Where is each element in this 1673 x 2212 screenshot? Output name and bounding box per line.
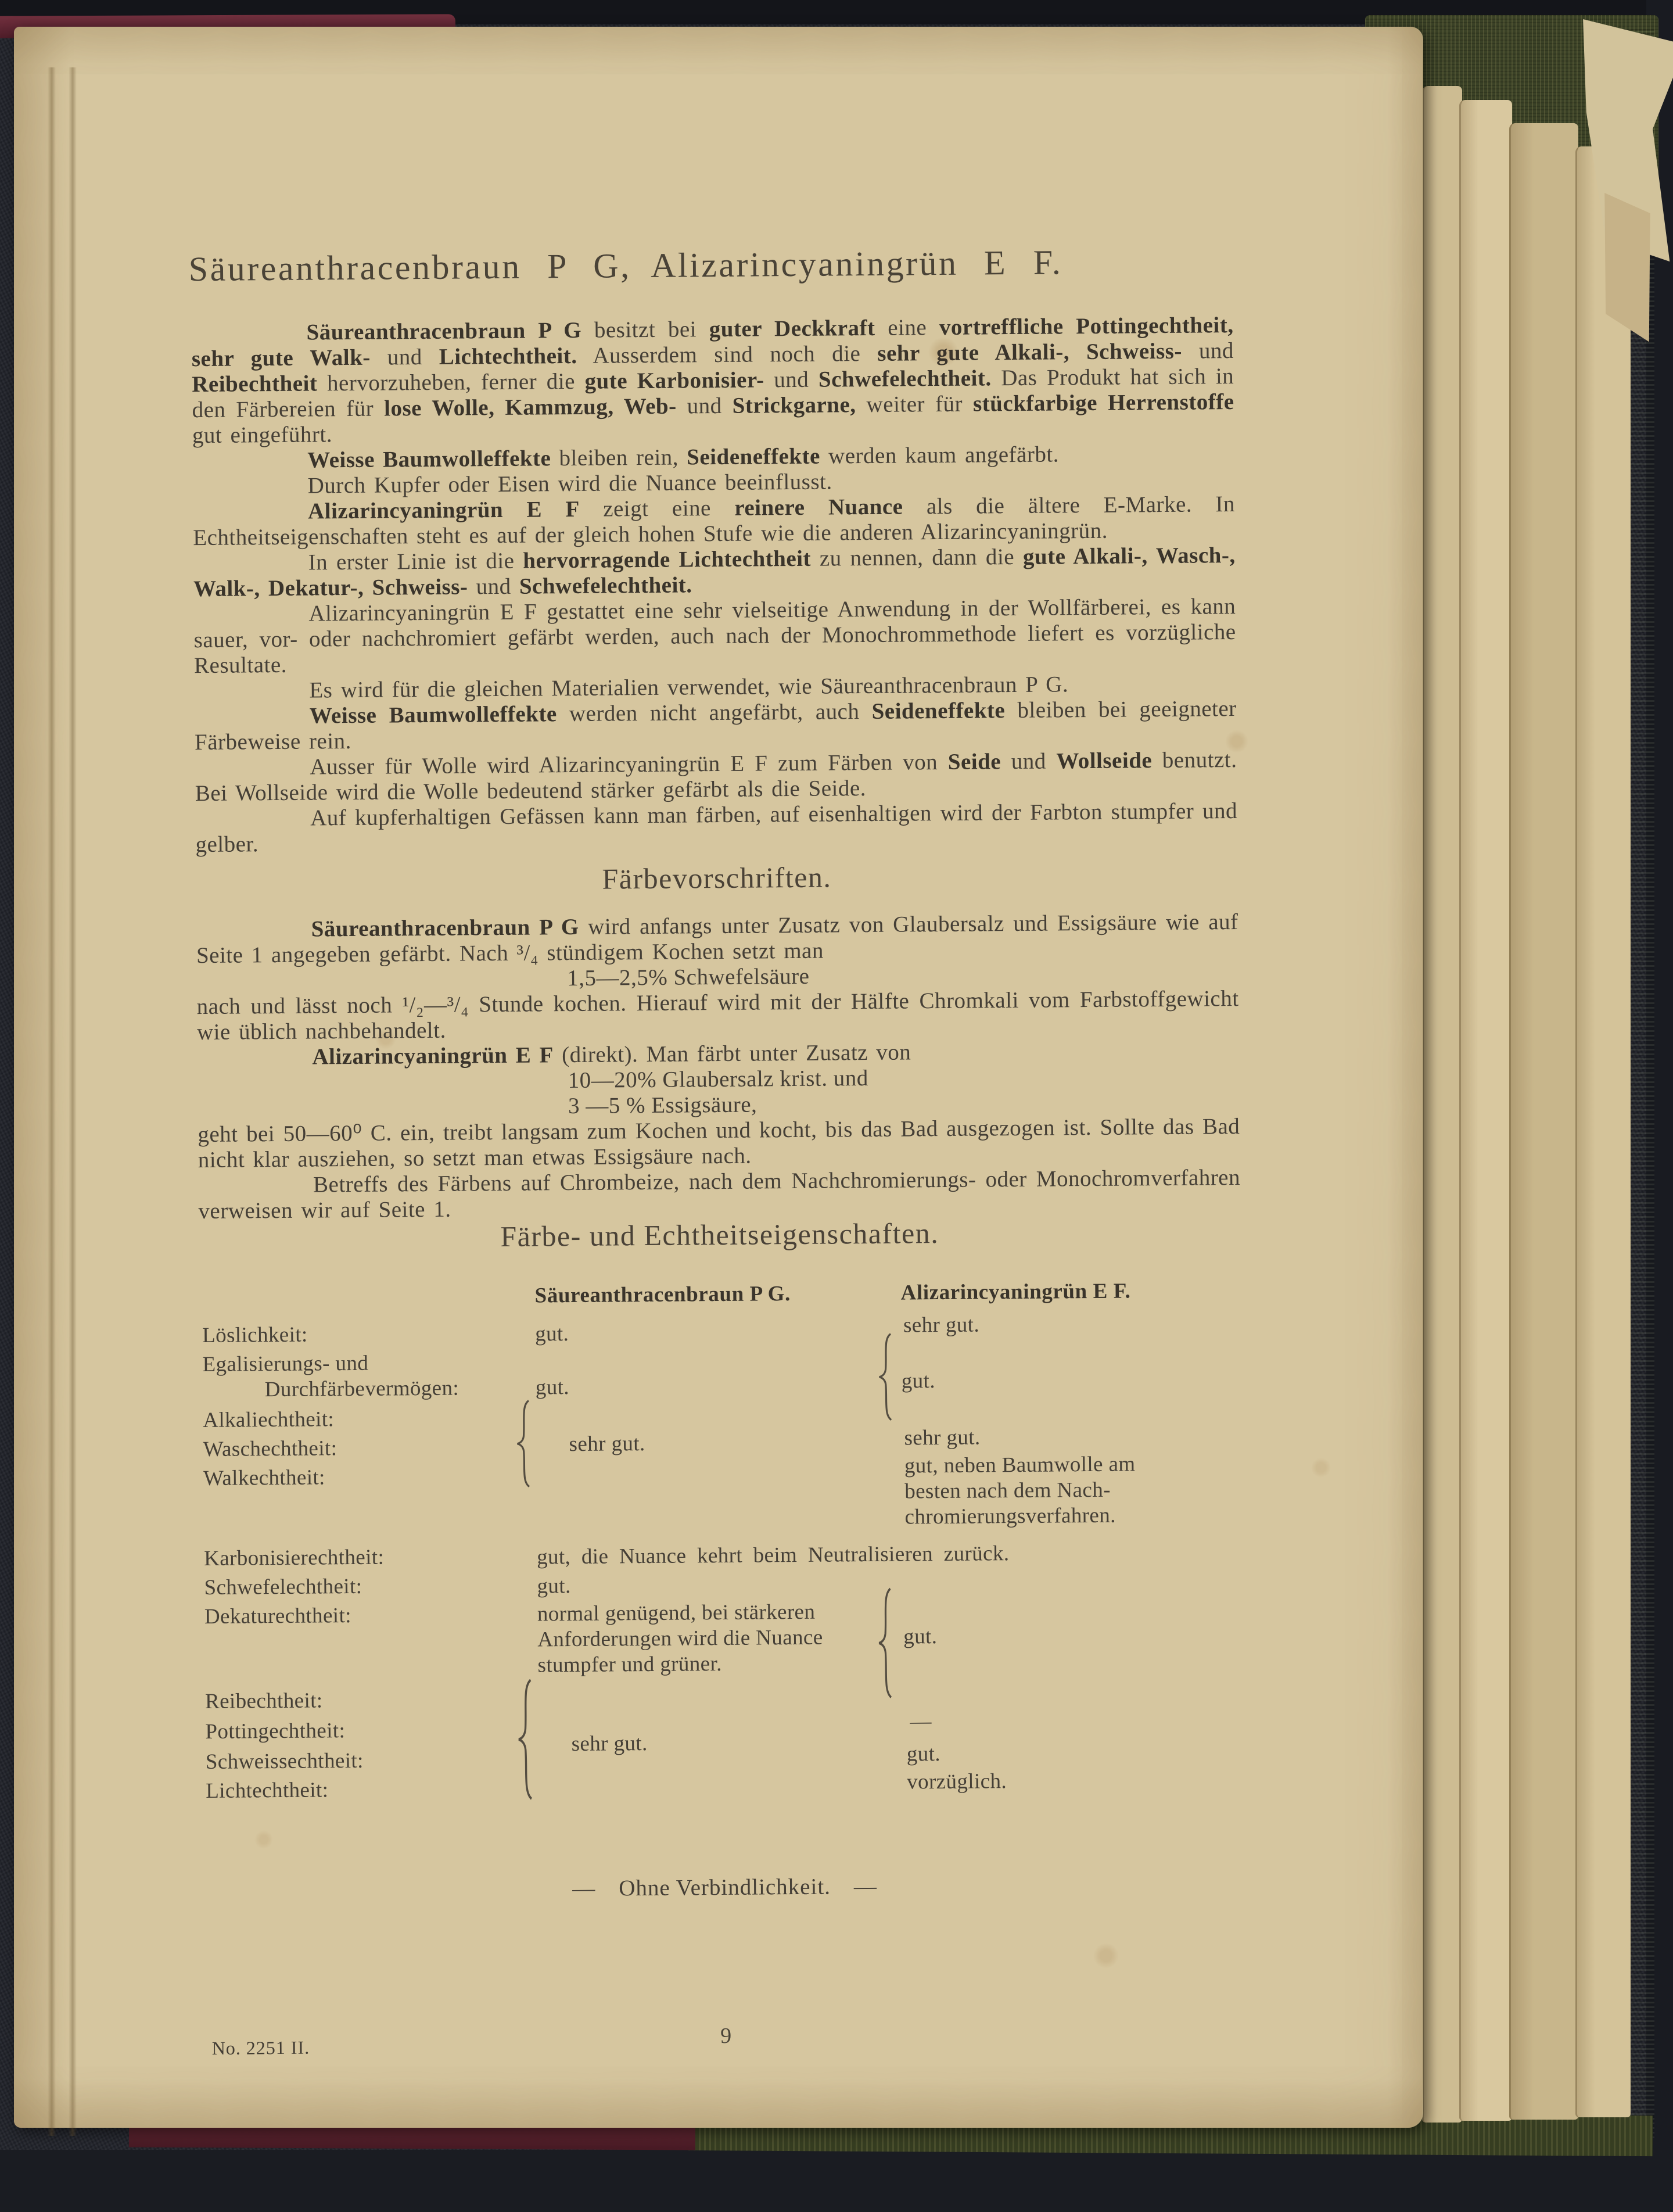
table-row-label: Pottingechtheit: xyxy=(205,1719,346,1744)
table-value: gut. xyxy=(903,1625,938,1649)
table-value: sehr gut. xyxy=(904,1425,981,1450)
paragraph: Alizarincyaningrün E F (direkt). Man färbt unter Zusatz von xyxy=(312,1039,911,1070)
table-row-label: Alkaliechtheit: xyxy=(203,1407,335,1433)
paragraph: Alizarincyaningrün E F gestattet eine sehr vielseitige Anwendung in der Wollfärberei, es kann sauer, vor- oder nachchromiert gefärbt werden, auch nach der Monochrommethode liefert es vorzügliche Resultate. xyxy=(193,594,1236,679)
table-value: gut. xyxy=(537,1574,571,1598)
table-row-label: Walkechtheit: xyxy=(203,1465,325,1491)
table-row-label: Reibechtheit: xyxy=(204,1688,323,1713)
table-value: sehr gut. xyxy=(571,1731,648,1756)
paragraph: Durch Kupfer oder Eisen wird die Nuance beeinflusst. xyxy=(307,469,832,499)
brace-icon xyxy=(512,1400,534,1488)
table-row-label: Schwefelechtheit: xyxy=(204,1574,362,1600)
brace-icon xyxy=(874,1587,896,1699)
paragraph: Säureanthracenbraun P G besitzt bei guter Deckkraft eine vortreffliche Pottingechtheit, sehr gute Walk- und Lichtechtheit. Ausserdem sind noch die sehr gute Alkali-, Schweiss- und Reibechtheit hervorzuheben, ferner die gute Karbonisier- und Schwefelechtheit. Das Produkt hat sich in den Färbereien für lose Wolle, Kammzug, Web- und Strickgarne, weiter für stückfarbige Herrenstoffe gut eingeführt. xyxy=(191,313,1234,449)
table-value: sehr gut. xyxy=(569,1432,645,1457)
paragraph: Säureanthracenbraun P G wird anfangs unter Zusatz von Glaubersalz und Essigsäure wie auf Seite 1 angegeben gefärbt. Nach ³/₄ stündigem Kochen setzt man xyxy=(196,909,1238,969)
paragraph: Es wird für die gleichen Materialien verwendet, wie Säureanthracenbraun P G. xyxy=(309,672,1069,703)
paragraph: geht bei 50—60⁰ C. ein, treibt langsam zum Kochen und kocht, bis das Bad ausgezogen ist. Sollte das Bad nicht klar ausziehen, so setzt man etwas Essigsäure nach. xyxy=(198,1113,1240,1173)
section-heading-faerbevorschriften: Färbevorschriften. xyxy=(602,861,832,895)
intro-text-block xyxy=(191,313,1237,858)
page-number: 9 xyxy=(720,2023,732,2049)
table-row-label: Karbonisierechtheit: xyxy=(203,1545,385,1571)
paragraph: Ausser für Wolle wird Alizarincyaningrün E F zum Färben von Seide und Wollseide benutzt. Bei Wollseide wird die Wolle bedeutend stärker gefärbt als die Seide. xyxy=(195,747,1237,806)
table-row-label: Waschechtheit: xyxy=(203,1436,338,1462)
document-number: No. 2251 II. xyxy=(211,2037,310,2059)
table-value: vorzüglich. xyxy=(907,1769,1007,1794)
page-title: Säureanthracenbraun P G, Alizarincyaningrün E F. xyxy=(188,243,1063,289)
paragraph: Auf kupferhaltigen Gefässen kann man färben, auf eisenhaltigen wird der Farbton stumpfer und gelber. xyxy=(195,798,1238,858)
section-heading-eigenschaften: Färbe- und Echtheitseigenschaften. xyxy=(500,1217,939,1253)
table-row-label: Egalisierungs- und xyxy=(202,1351,369,1377)
paragraph: Weisse Baumwolleffekte bleiben rein, Seideneffekte werden kaum angefärbt. xyxy=(307,442,1060,473)
table-value: gut, neben Baumwolle am besten nach dem Nach- chromierungsverfahren. xyxy=(904,1452,1136,1529)
paragraph: Betreffs des Färbens auf Chrombeize, nach dem Nachchromierungs- oder Monochromverfahren verweisen wir auf Seite 1. xyxy=(198,1164,1241,1224)
table-value: gut. xyxy=(906,1742,941,1766)
disclaimer-text: — Ohne Verbindlichkeit. — xyxy=(572,1873,878,1902)
table-column-header: Säureanthracenbraun P G. xyxy=(534,1282,791,1308)
paragraph: Alizarincyaningrün E F zeigt eine reinere Nuance als die ältere E-Marke. In Echtheitseigenschaften steht es auf der gleich hohen Stufe wie die anderen Alizarincyaningrün. xyxy=(193,492,1236,551)
table-value: gut. xyxy=(901,1369,936,1393)
table-value: gut, die Nuance kehrt beim Neutralisieren zurück. xyxy=(536,1541,1010,1569)
table-row-label: Dekaturechtheit: xyxy=(204,1604,352,1629)
table-row-label: Durchfärbevermögen: xyxy=(264,1376,459,1402)
table-row-label: Löslichkeit: xyxy=(202,1322,308,1348)
table-value: gut. xyxy=(535,1375,570,1400)
table-column-header: Alizarincyaningrün E F. xyxy=(900,1279,1131,1305)
table-value: normal genügend, bei stärkeren Anforderungen wird die Nuance stumpfer und grüner. xyxy=(537,1600,823,1677)
recipe-line: 1,5—2,5% Schwefelsäure xyxy=(567,963,810,991)
paragraph: nach und lässt noch ¹/₂—³/₄ Stunde kochen. Hierauf wird mit der Hälfte Chromkali vom Farbstoffgewicht wie üblich nachbehandelt. xyxy=(196,985,1239,1045)
paragraph: Weisse Baumwolleffekte werden nicht angefärbt, auch Seideneffekte bleiben bei geeigneter Färbeweise rein. xyxy=(194,695,1237,755)
recipe-line: 3 —5 % Essigsäure, xyxy=(568,1092,757,1119)
table-value: sehr gut. xyxy=(903,1313,980,1338)
table-value: gut. xyxy=(534,1322,569,1346)
brace-icon xyxy=(874,1333,896,1421)
table-value: — xyxy=(910,1709,932,1734)
dyeing-instructions-block xyxy=(196,909,1240,1224)
brace-icon xyxy=(514,1679,537,1801)
recipe-line: 10—20% Glaubersalz krist. und xyxy=(568,1065,868,1094)
table-row-label: Schweissechtheit: xyxy=(205,1748,364,1774)
table-row-label: Lichtechtheit: xyxy=(206,1778,329,1803)
paragraph: In erster Linie ist die hervorragende Lichtechtheit zu nennen, dann die gute Alkali-, Wasch-, Walk-, Dekatur-, Schweiss- und Schwefelechtheit. xyxy=(193,543,1236,602)
